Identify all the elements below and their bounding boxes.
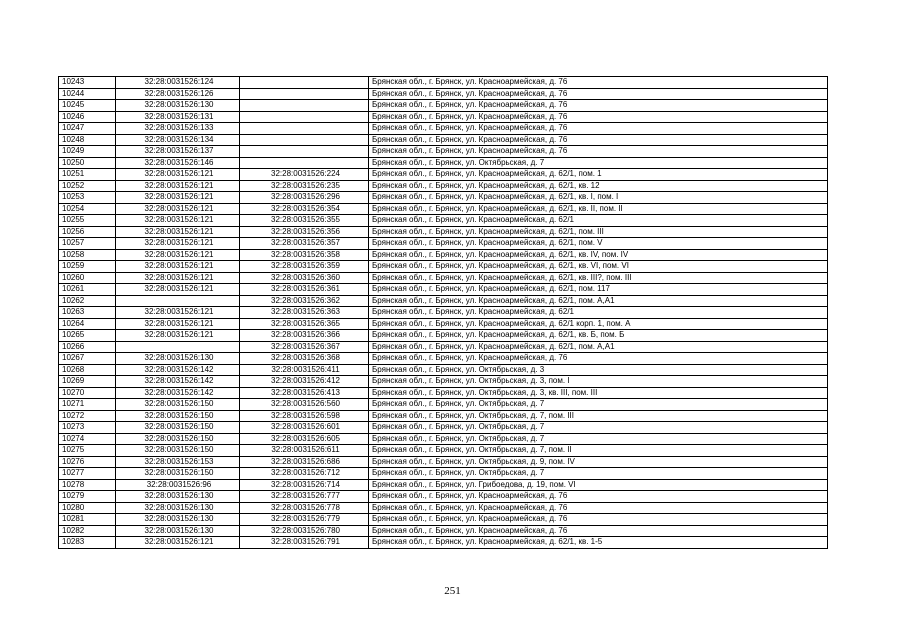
row-number: 10249 (59, 146, 116, 158)
object-cadastral-number: 32:28:0031526:779 (240, 514, 369, 526)
row-number: 10277 (59, 468, 116, 480)
table-row (59, 146, 828, 158)
page-number: 251 (444, 585, 461, 597)
address-cell: Брянская обл., г. Брянск, ул. Красноармейская, д. 76 (369, 525, 828, 537)
cadastral-number: 32:28:0031526:142 (116, 387, 240, 399)
row-number: 10257 (59, 238, 116, 250)
row-number: 10247 (59, 123, 116, 135)
address-cell: Брянская обл., г. Брянск, ул. Красноармейская, д. 76 (369, 502, 828, 514)
row-number: 10270 (59, 387, 116, 399)
object-cadastral-number: 32:28:0031526:605 (240, 433, 369, 445)
object-cadastral-number: 32:28:0031526:791 (240, 537, 369, 549)
cadastral-number: 32:28:0031526:121 (116, 215, 240, 227)
row-number: 10255 (59, 215, 116, 227)
row-number: 10258 (59, 249, 116, 261)
address-cell: Брянская обл., г. Брянск, ул. Красноармейская, д. 62/1, кв. VI, пом. VI (369, 261, 828, 273)
table-row (59, 399, 828, 411)
table-row (59, 100, 828, 112)
register-table-body (59, 77, 828, 549)
address-cell: Брянская обл., г. Брянск, ул. Красноармейская, д. 62/1, кв. 12 (369, 180, 828, 192)
object-cadastral-number: 32:28:0031526:359 (240, 261, 369, 273)
cadastral-number: 32:28:0031526:121 (116, 318, 240, 330)
cadastral-number: 32:28:0031526:121 (116, 284, 240, 296)
table-row (59, 192, 828, 204)
row-number: 10262 (59, 295, 116, 307)
table-row (59, 77, 828, 89)
address-cell: Брянская обл., г. Брянск, ул. Красноармейская, д. 76 (369, 77, 828, 89)
cadastral-number (116, 341, 240, 353)
table-row (59, 307, 828, 319)
table-row (59, 169, 828, 181)
row-number: 10244 (59, 88, 116, 100)
address-cell: Брянская обл., г. Брянск, ул. Красноармейская, д. 62/1, пом. 1 (369, 169, 828, 181)
address-cell: Брянская обл., г. Брянск, ул. Красноармейская, д. 62/1, кв. I, пом. I (369, 192, 828, 204)
cadastral-number: 32:28:0031526:126 (116, 88, 240, 100)
cadastral-number: 32:28:0031526:150 (116, 433, 240, 445)
address-cell: Брянская обл., г. Брянск, ул. Красноармейская, д. 76 (369, 123, 828, 135)
row-number: 10275 (59, 445, 116, 457)
cadastral-number: 32:28:0031526:121 (116, 203, 240, 215)
cadastral-number: 32:28:0031526:121 (116, 261, 240, 273)
address-cell: Брянская обл., г. Брянск, ул. Красноармейская, д. 62/1, пом. 117 (369, 284, 828, 296)
object-cadastral-number: 32:28:0031526:358 (240, 249, 369, 261)
cadastral-number: 32:28:0031526:121 (116, 238, 240, 250)
row-number: 10259 (59, 261, 116, 273)
cadastral-number: 32:28:0031526:137 (116, 146, 240, 158)
object-cadastral-number: 32:28:0031526:712 (240, 468, 369, 480)
address-cell: Брянская обл., г. Брянск, ул. Красноармейская, д. 62/1, пом. V (369, 238, 828, 250)
object-cadastral-number: 32:28:0031526:354 (240, 203, 369, 215)
object-cadastral-number (240, 77, 369, 89)
address-cell: Брянская обл., г. Брянск, ул. Октябрьская, д. 3, пом. I (369, 376, 828, 388)
address-cell: Брянская обл., г. Брянск, ул. Красноармейская, д. 62/1, пом. А,А1 (369, 341, 828, 353)
row-number: 10243 (59, 77, 116, 89)
row-number: 10276 (59, 456, 116, 468)
address-cell: Брянская обл., г. Брянск, ул. Красноармейская, д. 76 (369, 134, 828, 146)
object-cadastral-number: 32:28:0031526:598 (240, 410, 369, 422)
object-cadastral-number: 32:28:0031526:413 (240, 387, 369, 399)
object-cadastral-number: 32:28:0031526:714 (240, 479, 369, 491)
table-row (59, 479, 828, 491)
table-row (59, 410, 828, 422)
cadastral-number: 32:28:0031526:142 (116, 376, 240, 388)
cadastral-number: 32:28:0031526:150 (116, 422, 240, 434)
table-row (59, 537, 828, 549)
object-cadastral-number (240, 146, 369, 158)
table-row (59, 330, 828, 342)
table-row (59, 456, 828, 468)
address-cell: Брянская обл., г. Брянск, ул. Красноармейская, д. 76 (369, 146, 828, 158)
row-number: 10246 (59, 111, 116, 123)
object-cadastral-number: 32:28:0031526:365 (240, 318, 369, 330)
object-cadastral-number (240, 100, 369, 112)
cadastral-number: 32:28:0031526:142 (116, 364, 240, 376)
address-cell: Брянская обл., г. Брянск, ул. Красноармейская, д. 76 (369, 491, 828, 503)
address-cell: Брянская обл., г. Брянск, ул. Октябрьская, д. 3 (369, 364, 828, 376)
table-row (59, 353, 828, 365)
row-number: 10273 (59, 422, 116, 434)
cadastral-number: 32:28:0031526:150 (116, 445, 240, 457)
object-cadastral-number: 32:28:0031526:611 (240, 445, 369, 457)
table-row (59, 376, 828, 388)
address-cell: Брянская обл., г. Брянск, ул. Октябрьская, д. 7 (369, 422, 828, 434)
address-cell: Брянская обл., г. Брянск, ул. Октябрьская, д. 3, кв. III, пом. III (369, 387, 828, 399)
object-cadastral-number (240, 88, 369, 100)
cadastral-number: 32:28:0031526:150 (116, 468, 240, 480)
object-cadastral-number: 32:28:0031526:355 (240, 215, 369, 227)
table-row (59, 284, 828, 296)
table-row (59, 238, 828, 250)
object-cadastral-number: 32:28:0031526:363 (240, 307, 369, 319)
cadastral-number: 32:28:0031526:130 (116, 491, 240, 503)
cadastral-number: 32:28:0031526:130 (116, 353, 240, 365)
object-cadastral-number: 32:28:0031526:780 (240, 525, 369, 537)
table-row (59, 203, 828, 215)
table-row (59, 341, 828, 353)
address-cell: Брянская обл., г. Брянск, ул. Красноармейская, д. 62/1, кв. 1-5 (369, 537, 828, 549)
table-row (59, 491, 828, 503)
object-cadastral-number (240, 111, 369, 123)
address-cell: Брянская обл., г. Брянск, ул. Красноармейская, д. 62/1, кв. III?, пом. III (369, 272, 828, 284)
table-row (59, 387, 828, 399)
address-cell: Брянская обл., г. Брянск, ул. Октябрьская, д. 7, пом. II (369, 445, 828, 457)
object-cadastral-number: 32:28:0031526:362 (240, 295, 369, 307)
object-cadastral-number: 32:28:0031526:686 (240, 456, 369, 468)
table-row (59, 249, 828, 261)
table-row (59, 111, 828, 123)
table-row (59, 502, 828, 514)
address-cell: Брянская обл., г. Брянск, ул. Октябрьская, д. 7 (369, 157, 828, 169)
row-number: 10264 (59, 318, 116, 330)
object-cadastral-number: 32:28:0031526:296 (240, 192, 369, 204)
row-number: 10248 (59, 134, 116, 146)
object-cadastral-number: 32:28:0031526:411 (240, 364, 369, 376)
object-cadastral-number: 32:28:0031526:778 (240, 502, 369, 514)
table-row (59, 157, 828, 169)
cadastral-number: 32:28:0031526:153 (116, 456, 240, 468)
row-number: 10269 (59, 376, 116, 388)
cadastral-number: 32:28:0031526:150 (116, 399, 240, 411)
object-cadastral-number: 32:28:0031526:367 (240, 341, 369, 353)
cadastral-number: 32:28:0031526:130 (116, 100, 240, 112)
table-row (59, 180, 828, 192)
row-number: 10261 (59, 284, 116, 296)
object-cadastral-number: 32:28:0031526:360 (240, 272, 369, 284)
row-number: 10283 (59, 537, 116, 549)
address-cell: Брянская обл., г. Брянск, ул. Красноармейская, д. 76 (369, 100, 828, 112)
row-number: 10272 (59, 410, 116, 422)
cadastral-number: 32:28:0031526:96 (116, 479, 240, 491)
address-cell: Брянская обл., г. Брянск, ул. Красноармейская, д. 76 (369, 111, 828, 123)
row-number: 10280 (59, 502, 116, 514)
row-number: 10279 (59, 491, 116, 503)
table-row (59, 468, 828, 480)
row-number: 10256 (59, 226, 116, 238)
cadastral-number: 32:28:0031526:121 (116, 537, 240, 549)
row-number: 10251 (59, 169, 116, 181)
row-number: 10274 (59, 433, 116, 445)
cadastral-number: 32:28:0031526:121 (116, 307, 240, 319)
address-cell: Брянская обл., г. Брянск, ул. Красноармейская, д. 76 (369, 353, 828, 365)
row-number: 10253 (59, 192, 116, 204)
cadastral-number: 32:28:0031526:124 (116, 77, 240, 89)
object-cadastral-number: 32:28:0031526:224 (240, 169, 369, 181)
cadastral-number: 32:28:0031526:121 (116, 330, 240, 342)
row-number: 10245 (59, 100, 116, 112)
address-cell: Брянская обл., г. Брянск, ул. Октябрьская, д. 7 (369, 433, 828, 445)
object-cadastral-number: 32:28:0031526:235 (240, 180, 369, 192)
row-number: 10254 (59, 203, 116, 215)
table-row (59, 433, 828, 445)
object-cadastral-number: 32:28:0031526:412 (240, 376, 369, 388)
cadastral-number: 32:28:0031526:121 (116, 272, 240, 284)
table-row (59, 318, 828, 330)
cadastral-number: 32:28:0031526:133 (116, 123, 240, 135)
object-cadastral-number: 32:28:0031526:777 (240, 491, 369, 503)
row-number: 10265 (59, 330, 116, 342)
row-number: 10260 (59, 272, 116, 284)
address-cell: Брянская обл., г. Брянск, ул. Октябрьская, д. 7 (369, 468, 828, 480)
address-cell: Брянская обл., г. Брянск, ул. Красноармейская, д. 62/1, пом. III (369, 226, 828, 238)
row-number: 10271 (59, 399, 116, 411)
object-cadastral-number: 32:28:0031526:361 (240, 284, 369, 296)
address-cell: Брянская обл., г. Брянск, ул. Октябрьская, д. 7, пом. III (369, 410, 828, 422)
table-row (59, 364, 828, 376)
table-row (59, 422, 828, 434)
object-cadastral-number (240, 123, 369, 135)
object-cadastral-number (240, 134, 369, 146)
row-number: 10266 (59, 341, 116, 353)
cadastral-number: 32:28:0031526:134 (116, 134, 240, 146)
cadastral-number (116, 295, 240, 307)
table-row (59, 215, 828, 227)
row-number: 10281 (59, 514, 116, 526)
cadastral-number: 32:28:0031526:130 (116, 514, 240, 526)
object-cadastral-number: 32:28:0031526:368 (240, 353, 369, 365)
address-cell: Брянская обл., г. Брянск, ул. Красноармейская, д. 76 (369, 88, 828, 100)
row-number: 10250 (59, 157, 116, 169)
table-row (59, 445, 828, 457)
cadastral-number: 32:28:0031526:121 (116, 192, 240, 204)
row-number: 10267 (59, 353, 116, 365)
object-cadastral-number (240, 157, 369, 169)
cadastral-number: 32:28:0031526:121 (116, 226, 240, 238)
table-row (59, 134, 828, 146)
cadastral-number: 32:28:0031526:146 (116, 157, 240, 169)
address-cell: Брянская обл., г. Брянск, ул. Октябрьская, д. 7 (369, 399, 828, 411)
table-row (59, 272, 828, 284)
object-cadastral-number: 32:28:0031526:366 (240, 330, 369, 342)
address-cell: Брянская обл., г. Брянск, ул. Красноармейская, д. 62/1, кв. IV, пом. IV (369, 249, 828, 261)
table-row (59, 123, 828, 135)
address-cell: Брянская обл., г. Брянск, ул. Красноармейская, д. 62/1 (369, 215, 828, 227)
address-cell: Брянская обл., г. Брянск, ул. Красноармейская, д. 62/1, пом. А,А1 (369, 295, 828, 307)
address-cell: Брянская обл., г. Брянск, ул. Красноармейская, д. 62/1, кв. II, пом. II (369, 203, 828, 215)
address-cell: Брянская обл., г. Брянск, ул. Октябрьская, д. 9, пом. IV (369, 456, 828, 468)
cadastral-number: 32:28:0031526:130 (116, 525, 240, 537)
address-cell: Брянская обл., г. Брянск, ул. Грибоедова, д. 19, пом. VI (369, 479, 828, 491)
address-cell: Брянская обл., г. Брянск, ул. Красноармейская, д. 62/1 (369, 307, 828, 319)
object-cadastral-number: 32:28:0031526:560 (240, 399, 369, 411)
cadastral-number: 32:28:0031526:121 (116, 169, 240, 181)
cadastral-number: 32:28:0031526:150 (116, 410, 240, 422)
table-row (59, 88, 828, 100)
table-row (59, 514, 828, 526)
object-cadastral-number: 32:28:0031526:357 (240, 238, 369, 250)
cadastral-number: 32:28:0031526:121 (116, 249, 240, 261)
cadastral-register-table (58, 76, 828, 549)
table-row (59, 226, 828, 238)
row-number: 10252 (59, 180, 116, 192)
cadastral-number: 32:28:0031526:131 (116, 111, 240, 123)
row-number: 10278 (59, 479, 116, 491)
table-row (59, 295, 828, 307)
address-cell: Брянская обл., г. Брянск, ул. Красноармейская, д. 76 (369, 514, 828, 526)
row-number: 10282 (59, 525, 116, 537)
cadastral-number: 32:28:0031526:130 (116, 502, 240, 514)
table-row (59, 261, 828, 273)
address-cell: Брянская обл., г. Брянск, ул. Красноармейская, д. 62/1 корп. 1, пом. А (369, 318, 828, 330)
cadastral-number: 32:28:0031526:121 (116, 180, 240, 192)
object-cadastral-number: 32:28:0031526:356 (240, 226, 369, 238)
address-cell: Брянская обл., г. Брянск, ул. Красноармейская, д. 62/1, кв. Б, пом. Б (369, 330, 828, 342)
table-row (59, 525, 828, 537)
row-number: 10263 (59, 307, 116, 319)
object-cadastral-number: 32:28:0031526:601 (240, 422, 369, 434)
row-number: 10268 (59, 364, 116, 376)
